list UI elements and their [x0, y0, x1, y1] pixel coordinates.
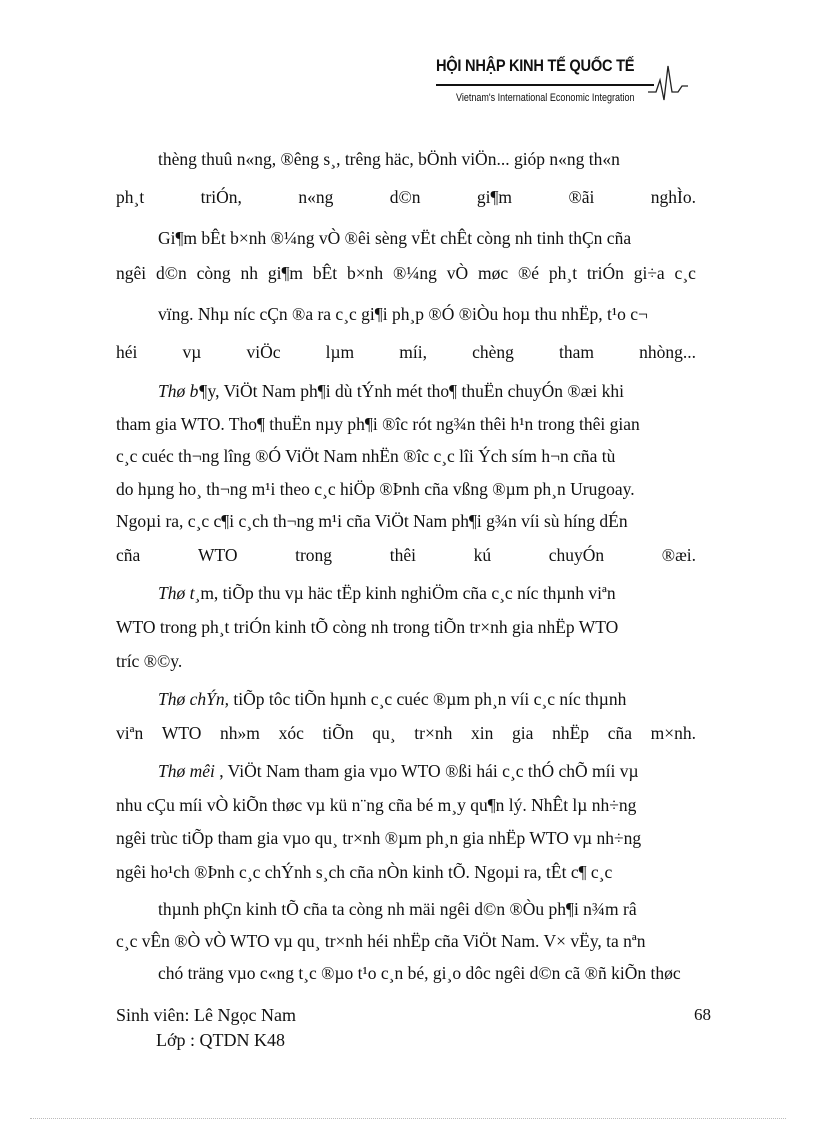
word: còng — [196, 263, 231, 283]
word: ®¼ng — [392, 263, 437, 283]
word: nh»m — [220, 723, 260, 743]
italic-lead: Thø chÝn, — [158, 689, 229, 709]
word: tiÕn — [322, 723, 354, 743]
header-logo — [420, 52, 692, 116]
word: kú — [473, 545, 492, 565]
body-line: Thø b¶y, ViÖt Nam ph¶i dù tÝnh mét tho¶ thuËn chuyÓn ®æi khi — [158, 381, 625, 401]
word: xin — [471, 723, 494, 743]
page-number: 68 — [694, 1005, 711, 1024]
word: tham — [559, 342, 594, 362]
body-line: tríc ®©y. — [116, 651, 183, 671]
word: nhËp — [552, 723, 590, 743]
body-line — [116, 722, 696, 744]
body-line — [116, 341, 696, 363]
word: qu¸ — [372, 723, 396, 743]
word: ®ãi — [568, 187, 595, 207]
word: nhòng... — [639, 342, 696, 362]
italic-lead: Thø b¶ — [158, 381, 208, 401]
body-line: Gi¶m bÊt b×nh ®¼ng vÒ ®êi sèng vËt chÊt còng nh tinh thÇn cña — [158, 228, 632, 248]
word: cña — [116, 545, 141, 565]
word: thêi — [389, 545, 416, 565]
word: héi — [116, 342, 138, 362]
word: WTO — [197, 545, 238, 565]
body-line: Thø chÝn, tiÕp tôc tiÕn hµnh c¸c cuéc ®µm ph¸n víi c¸c níc thµnh — [158, 689, 627, 709]
word: d©n — [389, 187, 421, 207]
body-line: ngêi ho¹ch ®Þnh c¸c chÝnh s¸ch cña nÒn kinh tÕ. Ngoµi ra, tÊt c¶ c¸c — [116, 862, 613, 882]
word: viªn — [116, 723, 144, 743]
body-line: Thø t¸m, tiÕp thu vµ häc tËp kinh nghiÖm cña c¸c níc thµnh viªn — [158, 583, 616, 603]
word: m×nh. — [650, 723, 696, 743]
footer-student: Sinh viên: Lê Ngọc Nam — [116, 1005, 296, 1025]
header-subtitle: Vietnam's International Economic Integration — [456, 92, 635, 104]
word: n«ng — [298, 187, 334, 207]
word: gi¶m — [267, 263, 303, 283]
word: gia — [512, 723, 534, 743]
body-line: Thø mêi , ViÖt Nam tham gia vµo WTO ®ßi hái c¸c thÓ chÕ míi vµ — [158, 761, 639, 781]
word: ph¸t — [116, 187, 145, 207]
body-line — [116, 544, 696, 566]
word: gi÷a — [633, 263, 665, 283]
body-line: thèng thuû n«ng, ®êng s¸, trêng häc, bÖnh viÖn... gióp n«ng th«n — [158, 149, 620, 169]
body-line: c¸c vÊn ®Ò vÒ WTO vµ qu¸ tr×nh héi nhËp cña ViÖt Nam. V× vËy, ta nªn — [116, 931, 646, 951]
word: nh — [240, 263, 258, 283]
body-line: thµnh phÇn kinh tÕ cña ta còng nh mäi ngêi d©n ®Òu ph¶i n¾m râ — [158, 899, 637, 919]
body-line: c¸c cuéc th¬ng lîng ®Ó ViÖt Nam nhËn ®îc c¸c lîi Ých sím h¬n cña tù — [116, 446, 616, 466]
word: c¸c — [674, 263, 696, 283]
word: bÊt — [312, 263, 338, 283]
word: ngêi — [116, 263, 147, 283]
body-line — [116, 186, 696, 208]
word: viÖc — [246, 342, 281, 362]
word: d©n — [155, 263, 187, 283]
word: lµm — [325, 342, 355, 362]
word: triÓn, — [200, 187, 242, 207]
bottom-divider — [30, 1118, 786, 1119]
header-title: HỘI NHẬP KINH TẾ QUỐC TẾ — [436, 56, 635, 75]
word: vÒ — [446, 263, 469, 283]
word: chuyÓn — [548, 545, 605, 565]
word: xóc — [278, 723, 304, 743]
word: ®æi. — [661, 545, 696, 565]
body-line — [116, 262, 696, 284]
body-line: nhu cÇu míi vÒ kiÕn thøc vµ kü n¨ng cña bé m¸y qu¶n lý. NhÊt lµ nh÷ng — [116, 795, 637, 815]
pulse-line-icon — [648, 62, 688, 108]
word: míi, — [399, 342, 427, 362]
header-rule — [436, 84, 654, 86]
word: chèng — [472, 342, 514, 362]
italic-lead: Thø mêi — [158, 761, 215, 781]
body-line: vïng. Nhµ níc cÇn ®a ra c¸c gi¶i ph¸p ®Ó ®iÒu hoµ thu nhËp, t¹o c¬ — [158, 304, 648, 324]
italic-lead: Thø t¸ — [158, 583, 201, 603]
body-line: WTO trong ph¸t triÓn kinh tÕ còng nh trong tiÕn tr×nh gia nhËp WTO — [116, 617, 619, 637]
word: gi¶m — [476, 187, 513, 207]
word: trong — [295, 545, 333, 565]
word: WTO — [161, 723, 202, 743]
word: triÓn — [586, 263, 624, 283]
word: tr×nh — [414, 723, 453, 743]
word: ph¸t — [548, 263, 578, 283]
body-line: chó träng vµo c«ng t¸c ®µo t¹o c¸n bé, gi¸o dôc ngêi d©n cã ®ñ kiÕn thøc — [158, 963, 681, 983]
word: møc — [477, 263, 509, 283]
word: nghÌo. — [650, 187, 696, 207]
body-line: tham gia WTO. Tho¶ thuËn nµy ph¶i ®îc rót ng¾n thêi h¹n trong thêi gian — [116, 414, 640, 434]
word: cña — [607, 723, 632, 743]
body-line: do hµng ho¸ th¬ng m¹i theo c¸c hiÖp ®Þnh cña vßng ®µm ph¸n Urugoay. — [116, 479, 635, 499]
word: ®é — [517, 263, 540, 283]
body-line: Ngoµi ra, c¸c c¶i c¸ch th¬ng m¹i cña ViÖt Nam ph¶i g¾n víi sù híng dÉn — [116, 511, 628, 531]
body-line: ngêi trùc tiÕp tham gia vµo qu¸ tr×nh ®µm ph¸n gia nhËp WTO vµ nh÷ng — [116, 828, 642, 848]
footer-class: Lớp : QTDN K48 — [156, 1030, 286, 1050]
word: vµ — [182, 342, 202, 362]
word: b×nh — [347, 263, 384, 283]
